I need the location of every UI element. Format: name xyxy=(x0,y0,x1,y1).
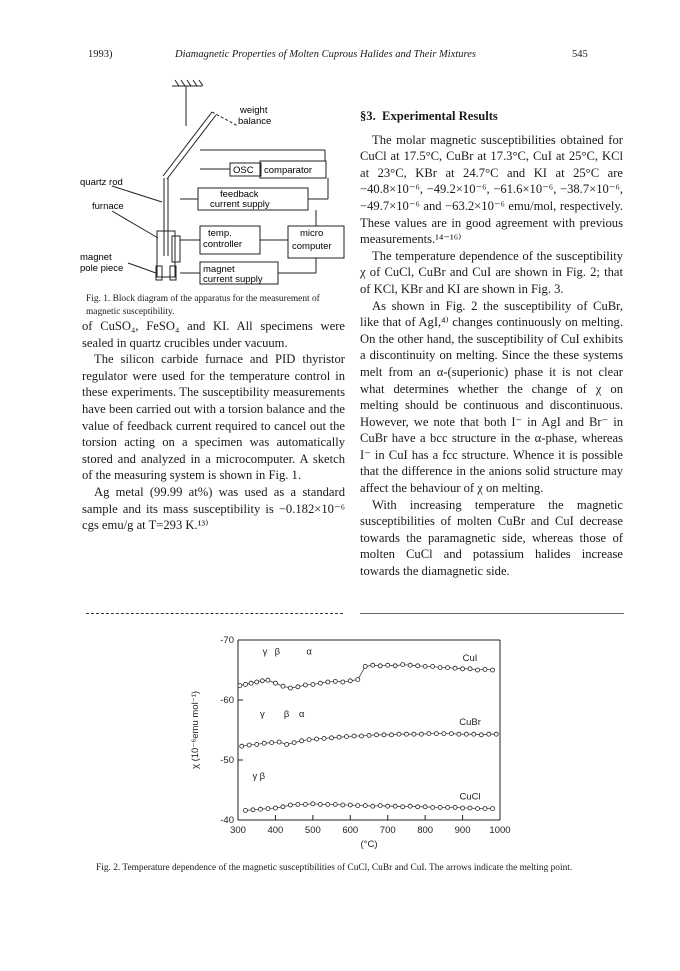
data-point-cucl xyxy=(318,802,322,806)
data-point-cucl xyxy=(393,804,397,808)
data-point-cui xyxy=(243,682,247,686)
data-point-cubr xyxy=(472,732,476,736)
data-point-cucl xyxy=(438,805,442,809)
x-tick-label: 700 xyxy=(379,825,396,836)
data-point-cubr xyxy=(352,734,356,738)
right-column xyxy=(360,108,623,580)
label-magnet-current-supply: current supply xyxy=(203,274,263,285)
data-point-cucl xyxy=(356,804,360,808)
data-point-cubr xyxy=(240,744,244,748)
data-point-cui xyxy=(438,666,442,670)
x-tick-label: 400 xyxy=(267,825,284,836)
data-point-cucl xyxy=(491,807,495,811)
data-point-cucl xyxy=(348,803,352,807)
data-point-cui xyxy=(491,668,495,672)
data-point-cubr xyxy=(300,739,304,743)
data-point-cui xyxy=(318,681,322,685)
data-point-cui xyxy=(296,685,300,689)
data-point-cucl xyxy=(386,804,390,808)
data-point-cui xyxy=(431,664,435,668)
data-point-cui xyxy=(408,663,412,667)
x-tick-label: 300 xyxy=(230,825,246,836)
label-furnace: furnace xyxy=(92,201,124,212)
data-point-cui xyxy=(401,663,405,667)
data-point-cui xyxy=(326,680,330,684)
data-point-cui xyxy=(249,681,253,685)
data-point-cucl xyxy=(431,805,435,809)
phase-annotation: γ xyxy=(252,771,258,783)
figure-2-caption: Fig. 2. Temperature dependence of the magnetic susceptibilities of CuCl, CuBr and CuI. The arrows indicate the melting point. xyxy=(96,863,573,873)
data-point-cui xyxy=(453,666,457,670)
data-point-cui xyxy=(255,680,259,684)
y-tick-label: -40 xyxy=(220,815,234,826)
data-point-cubr xyxy=(255,742,259,746)
label-temp: temp. xyxy=(208,228,232,239)
data-point-cucl xyxy=(273,806,277,810)
data-point-cui xyxy=(238,684,242,688)
right-paragraph-4: With increasing temperature the magnetic susceptibilities of molten CuBr and CuI decrease towards the paramagnetic side, whereas those of molten CuCl and potassium halides increase towards the diamagnetic side. xyxy=(360,497,623,579)
data-point-cubr xyxy=(374,733,378,737)
phase-annotation: γ xyxy=(259,708,265,720)
x-tick-label: 1000 xyxy=(489,825,511,836)
y-axis-label: χ (10⁻⁶emu mol⁻¹) xyxy=(190,690,201,770)
data-point-cui xyxy=(378,664,382,668)
data-point-cui xyxy=(446,666,450,670)
data-point-cui xyxy=(476,668,480,672)
data-point-cui xyxy=(363,664,367,668)
data-point-cui xyxy=(356,678,360,682)
data-point-cui xyxy=(281,684,285,688)
data-point-cui xyxy=(273,681,277,685)
data-point-cucl xyxy=(363,804,367,808)
right-paragraph-2: The temperature dependence of the susceptibility χ of CuCl, CuBr and CuI are shown in Fig. 2; that of KCl, KBr and KI are shown in Fig. 3. xyxy=(360,248,623,296)
figure-1-caption: Fig. 1. Block diagram of the apparatus for the measurement of magnetic susceptibility. xyxy=(86,294,320,317)
data-point-cucl xyxy=(296,802,300,806)
label-weight: weight xyxy=(240,105,268,116)
label-magnet-supply: magnet xyxy=(203,264,235,275)
data-point-cubr xyxy=(427,732,431,736)
data-point-cubr xyxy=(285,742,289,746)
right-paragraph-3: As shown in Fig. 2 the susceptibility of CuBr, like that of AgI,⁴⁾ changes continuously on melting. On the other hand, the susceptibility of CuI exhibits a discontinuity on melting. Since the these systems melt from an α-(superionic) phase it is not clear what determines whether the change of χ on melting should be continuous and discontinuous. However, we note that both I⁻ in AgI and Br⁻ in CuBr have a bcc structure in the α-phase, whereas I⁻ in CuI has a fcc structure. Whence it is possible that the difference in the anions solid structure may affect the behaviour of χ on melting. xyxy=(360,298,623,496)
section-title: Experimental Results xyxy=(382,109,498,123)
data-point-cubr xyxy=(419,732,423,736)
data-point-cui xyxy=(461,667,465,671)
figure-1-diagram xyxy=(80,78,355,288)
x-axis-label: (°C) xyxy=(360,839,378,850)
x-tick-label: 600 xyxy=(342,825,359,836)
data-point-cubr xyxy=(337,735,341,739)
label-micro: micro xyxy=(300,228,324,239)
data-point-cubr xyxy=(270,741,274,745)
label-controller: controller xyxy=(203,239,243,250)
label-current-supply: current supply xyxy=(210,199,270,210)
data-point-cucl xyxy=(266,807,270,811)
data-point-cui xyxy=(288,686,292,690)
data-point-cubr xyxy=(479,733,483,737)
data-point-cucl xyxy=(423,805,427,809)
data-point-cui xyxy=(303,683,307,687)
data-point-cubr xyxy=(449,732,453,736)
x-tick-label: 900 xyxy=(454,825,471,836)
data-point-cubr xyxy=(277,740,281,744)
phase-annotation: α xyxy=(298,708,305,720)
data-point-cui xyxy=(416,664,420,668)
label-quartz-rod: quartz rod xyxy=(80,177,123,188)
data-point-cucl xyxy=(251,808,255,812)
data-point-cucl xyxy=(326,802,330,806)
data-point-cucl xyxy=(453,805,457,809)
data-point-cucl xyxy=(281,805,285,809)
data-point-cui xyxy=(483,667,487,671)
data-point-cucl xyxy=(371,804,375,808)
section-number: §3. xyxy=(360,109,376,123)
label-computer: computer xyxy=(292,241,332,252)
data-point-cui xyxy=(393,664,397,668)
data-point-cucl xyxy=(416,805,420,809)
data-point-cucl xyxy=(311,802,315,806)
data-point-cui xyxy=(371,663,375,667)
data-point-cucl xyxy=(476,807,480,811)
data-point-cubr xyxy=(442,732,446,736)
data-point-cubr xyxy=(322,736,326,740)
data-point-cui xyxy=(311,682,315,686)
data-point-cui xyxy=(348,679,352,683)
data-point-cubr xyxy=(367,733,371,737)
data-point-cubr xyxy=(389,733,393,737)
data-point-cucl xyxy=(446,805,450,809)
phase-annotation: β xyxy=(259,771,266,783)
label-osc: OSC xyxy=(233,165,254,176)
label-magnet: magnet xyxy=(80,252,112,263)
data-point-cucl xyxy=(378,804,382,808)
figure-2 xyxy=(182,630,637,855)
phase-annotation: β xyxy=(274,646,281,658)
left-column xyxy=(82,318,345,534)
column-end-rule-right xyxy=(360,613,624,614)
phase-annotation: α xyxy=(306,646,312,658)
data-point-cui xyxy=(260,679,264,683)
data-point-cubr xyxy=(345,735,349,739)
phase-annotation: β xyxy=(283,708,290,720)
data-point-cubr xyxy=(315,737,319,741)
data-point-cucl xyxy=(333,802,337,806)
data-point-cui xyxy=(386,663,390,667)
data-point-cubr xyxy=(292,741,296,745)
label-feedback: feedback xyxy=(220,189,259,200)
data-point-cui xyxy=(341,680,345,684)
y-tick-label: -70 xyxy=(220,635,234,646)
data-point-cui xyxy=(468,667,472,671)
series-label-cubr: CuBr xyxy=(459,717,481,729)
section-heading xyxy=(360,108,623,125)
page-number: 545 xyxy=(572,49,588,60)
left-paragraph-3: Ag metal (99.99 at%) was used as a standard sample and its mass susceptibility is −0.182×10⁻⁶ cgs emu/g at T=293 K.¹³⁾ xyxy=(82,484,345,533)
figure-2-chart xyxy=(182,630,637,855)
header-year: 1993) xyxy=(88,49,113,60)
label-comparator: comparator xyxy=(264,165,313,176)
data-point-cubr xyxy=(457,732,461,736)
data-point-cubr xyxy=(464,732,468,736)
data-point-cubr xyxy=(412,732,416,736)
data-point-cubr xyxy=(404,732,408,736)
phase-annotation: γ xyxy=(262,646,268,658)
series-label-cucl: CuCl xyxy=(459,791,481,803)
data-point-cucl xyxy=(341,803,345,807)
label-pole-piece: pole piece xyxy=(80,263,124,274)
data-point-cucl xyxy=(468,806,472,810)
data-point-cubr xyxy=(382,733,386,737)
data-point-cui xyxy=(266,678,270,682)
data-point-cucl xyxy=(288,803,292,807)
label-balance: balance xyxy=(238,116,272,127)
data-point-cubr xyxy=(434,732,438,736)
x-tick-label: 800 xyxy=(417,825,434,836)
data-point-cui xyxy=(333,679,337,683)
data-point-cubr xyxy=(307,738,311,742)
left-paragraph-1: of CuSO₄, FeSO₄ and KI. All specimens were sealed in quartz crucibles under vacuum. xyxy=(82,319,345,350)
data-point-cubr xyxy=(330,736,334,740)
x-tick-label: 500 xyxy=(304,825,321,836)
data-point-cucl xyxy=(483,807,487,811)
data-point-cubr xyxy=(397,732,401,736)
data-point-cubr xyxy=(494,732,498,736)
data-point-cucl xyxy=(461,806,465,810)
data-point-cucl xyxy=(258,807,262,811)
running-title: Diamagnetic Properties of Molten Cuprous Halides and Their Mixtures xyxy=(175,49,476,60)
right-paragraph-1: The molar magnetic susceptibilities obtained for CuCl at 17.5°C, CuBr at 17.3°C, CuI at 25°C, KCl at 23°C, KBr at 24.7°C and KI at 25°C are −40.8×10⁻⁶, −49.2×10⁻⁶, −61.6×10⁻⁶, −38.7×10⁻⁶, −49.7×10⁻⁶ and −63.2×10⁻⁶ emu/mol, respectively. These values are in good agreement with previous measurements.¹⁴⁻¹⁶⁾ xyxy=(360,132,623,247)
data-point-cubr xyxy=(262,741,266,745)
series-label-cui: CuI xyxy=(462,653,478,664)
figure-1 xyxy=(80,78,355,288)
data-point-cucl xyxy=(401,805,405,809)
data-point-cubr xyxy=(247,743,251,747)
data-point-cui xyxy=(423,664,427,668)
y-tick-label: -50 xyxy=(220,755,234,766)
left-paragraph-2: The silicon carbide furnace and PID thyristor regulator were used for the temperature control in these experiments. The susceptibility measurements have been carried out with a torsion balance and the value of feedback current required to cancel out the torsion acting on a specimen was automatically stored and analyzed in a microcomputer. A sketch of the measuring system is shown in Fig. 1. xyxy=(82,352,345,483)
data-point-cubr xyxy=(487,732,491,736)
data-point-cubr xyxy=(360,734,364,738)
data-point-cucl xyxy=(243,808,247,812)
data-point-cucl xyxy=(303,802,307,806)
y-tick-label: -60 xyxy=(220,695,234,706)
data-point-cucl xyxy=(408,804,412,808)
column-end-rule-left xyxy=(86,613,343,614)
